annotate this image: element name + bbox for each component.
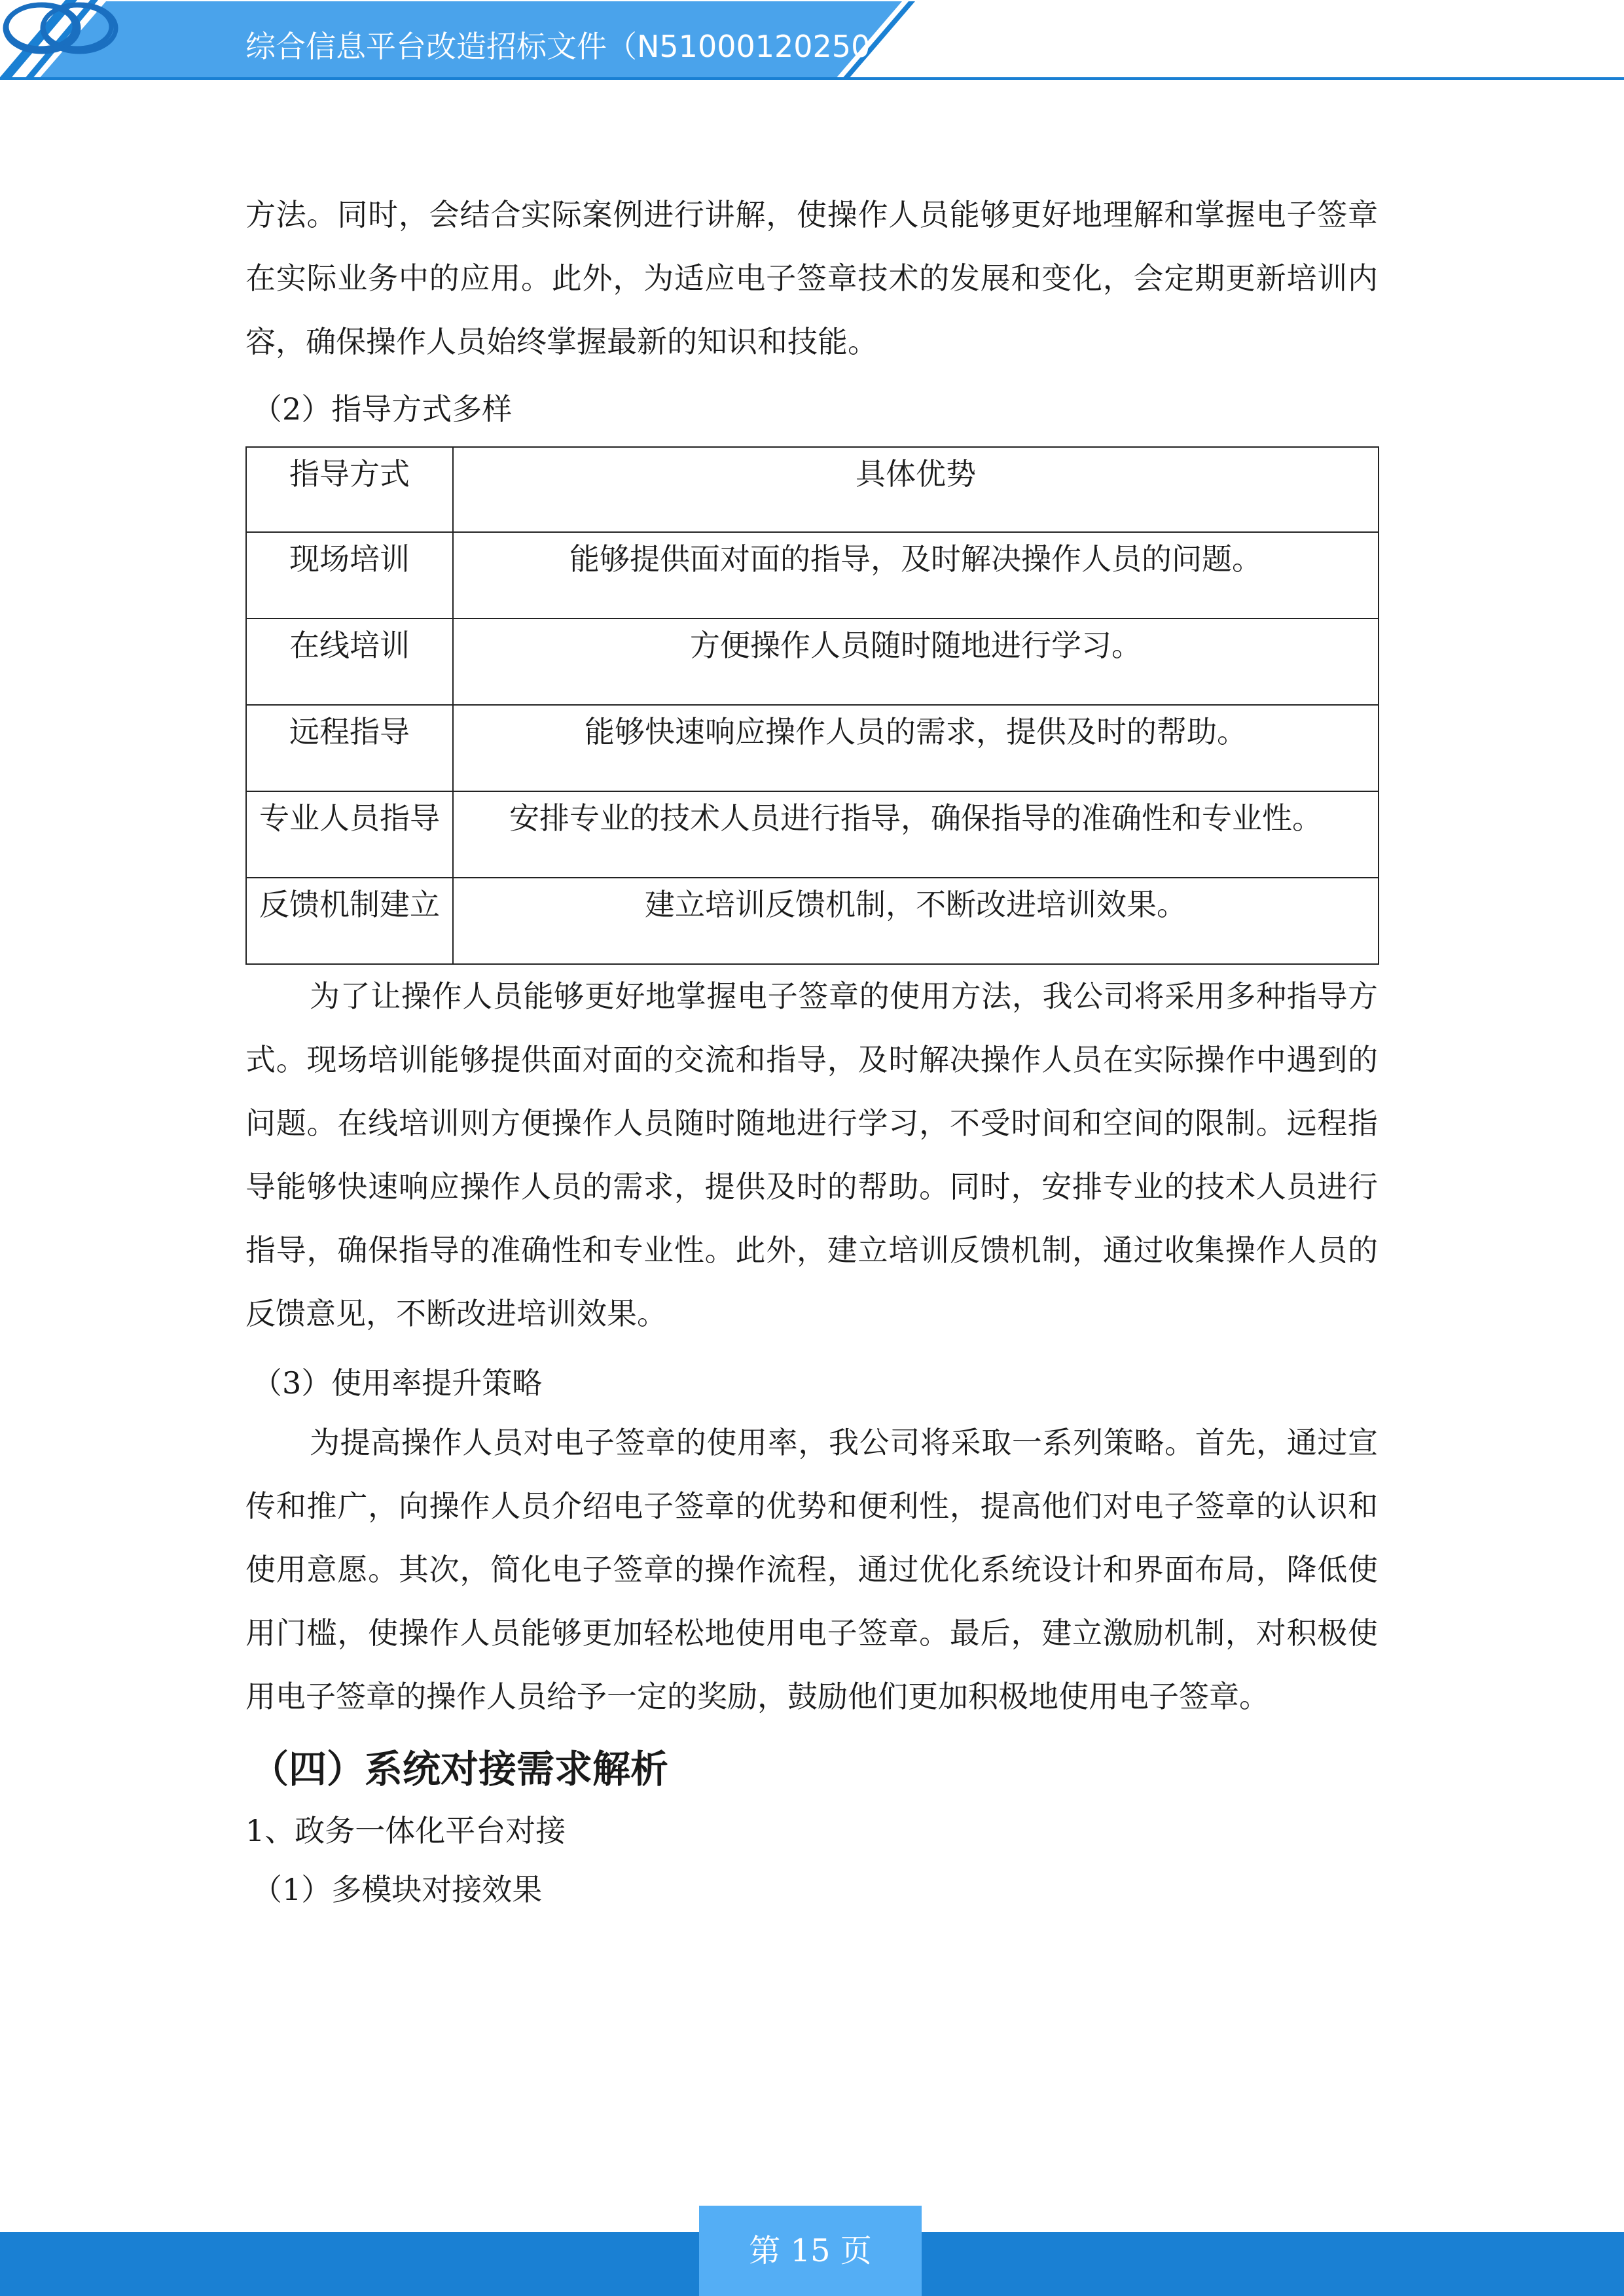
table-header-cell: 指导方式 [246, 447, 453, 532]
guidance-table [245, 446, 1379, 965]
item-platform-integration: 1、政务一体化平台对接 [245, 1813, 566, 1848]
paragraph-usage: 为提高操作人员对电子签章的使用率，我公司将采取一系列策略。首先，通过宣传和推广，向操作人员介绍电子签章的优势和便利性，提高他们对电子签章的认识和使用意愿。其次，简化电子签章的操作流程，通过优化系统设计和界面布局，降低使用门槛，使操作人员能够更加轻松地使用电子签章。最后，建立激励机制，对积极使用电子签章的操作人员给予一定的奖励，鼓励他们更加积极地使用电子签章。 [245, 1425, 1378, 1714]
logo-rings-icon-large [0, 0, 121, 56]
table-cell-method: 现场培训 [246, 532, 453, 619]
table-row [246, 878, 1379, 964]
subheading-usage-strategy: （3）使用率提升策略 [252, 1365, 543, 1401]
table-cell-method: 反馈机制建立 [246, 878, 453, 964]
table-row [246, 532, 1379, 619]
page-number: 第 15 页 [699, 2206, 922, 2296]
table-row [246, 791, 1379, 878]
table-header-cell: 具体优势 [453, 447, 1379, 532]
section-title-system-integration: （四）系统对接需求解析 [251, 1747, 669, 1791]
table-cell-method: 专业人员指导 [246, 791, 453, 878]
subheading-guidance-methods: （2）指导方式多样 [252, 391, 513, 427]
table-row [246, 619, 1379, 705]
table-cell-advantage: 能够快速响应操作人员的需求，提供及时的帮助。 [453, 705, 1379, 791]
item-multi-module-effect: （1）多模块对接效果 [252, 1872, 543, 1907]
table-row [246, 705, 1379, 791]
table-header-row [246, 447, 1379, 532]
table-cell-advantage: 建立培训反馈机制，不断改进培训效果。 [453, 878, 1379, 964]
table-cell-advantage: 能够提供面对面的指导，及时解决操作人员的问题。 [453, 532, 1379, 619]
header-title: 综合信息平台改造招标文件（N51000120250 [245, 29, 871, 64]
table-cell-advantage: 安排专业的技术人员进行指导，确保指导的准确性和专业性。 [453, 791, 1379, 878]
document-body [245, 183, 1378, 1920]
page-header [0, 0, 1624, 85]
table-cell-advantage: 方便操作人员随时随地进行学习。 [453, 619, 1379, 705]
paragraph-guidance: 为了让操作人员能够更好地掌握电子签章的使用方法，我公司将采用多种指导方式。现场培训能够提供面对面的交流和指导，及时解决操作人员在实际操作中遇到的问题。在线培训则方便操作人员随时随地进行学习，不受时间和空间的限制。远程指导能够快速响应操作人员的需求，提供及时的帮助。同时，安排专业的技术人员进行指导，确保指导的准确性和专业性。此外，建立培训反馈机制，通过收集操作人员的反馈意见，不断改进培训效果。 [245, 978, 1378, 1331]
header-underline [0, 77, 1624, 80]
paragraph-training-intro: 方法。同时，会结合实际案例进行讲解，使操作人员能够更好地理解和掌握电子签章在实际业务中的应用。此外，为适应电子签章技术的发展和变化，会定期更新培训内容，确保操作人员始终掌握最新的知识和技能。 [245, 197, 1378, 359]
table-cell-method: 远程指导 [246, 705, 453, 791]
table-cell-method: 在线培训 [246, 619, 453, 705]
